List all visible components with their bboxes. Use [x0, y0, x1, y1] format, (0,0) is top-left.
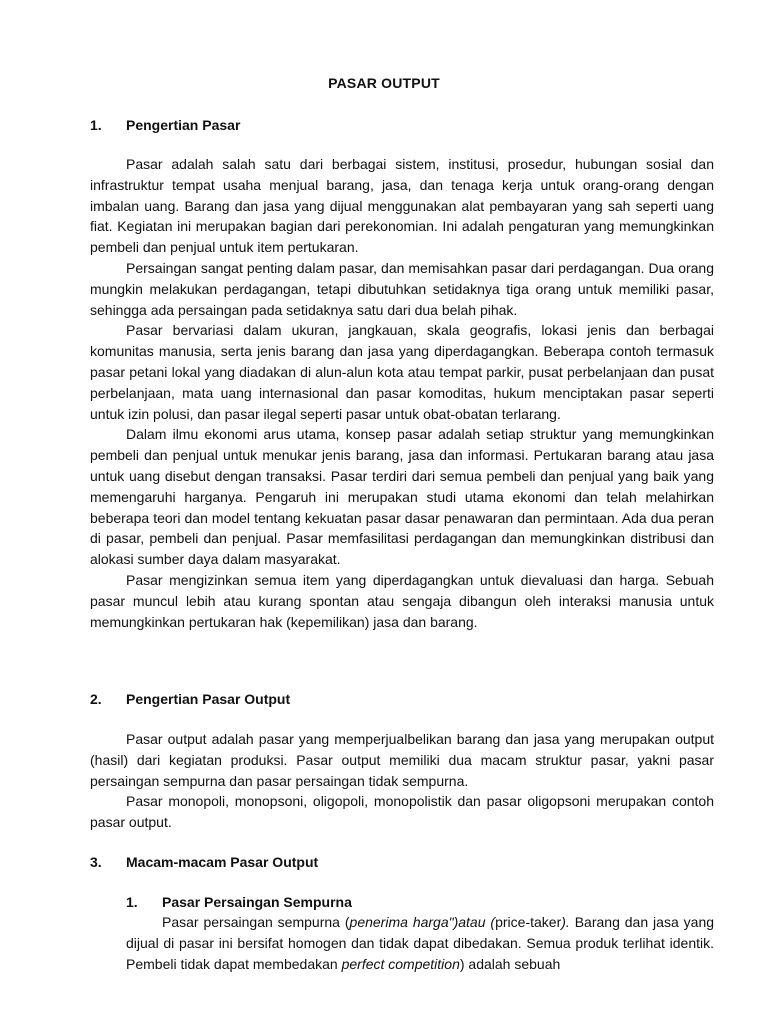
- section-title: Pengertian Pasar: [126, 117, 241, 133]
- section-number: 3.: [90, 854, 102, 870]
- subsection-1-body: [126, 912, 714, 974]
- text-run: ) adalah sebuah: [459, 955, 561, 972]
- text-run: Pasar persaingan sempurna (: [162, 914, 350, 930]
- italic-run: penerima harga")atau (: [349, 914, 496, 930]
- section-number: 1.: [90, 117, 102, 133]
- section-2-body: [90, 729, 714, 833]
- paragraph: Persaingan sangat penting dalam pasar, dan memisahkan pasar dari perdagangan. Dua orang mungkin melakukan perdagangan, tetapi dibutuhkan setidaknya tiga orang untuk memiliki pasar, sehingga ada persaingan pada setidaknya satu dari dua belah pihak.: [90, 259, 714, 318]
- section-number: 2.: [90, 691, 102, 707]
- document-title: PASAR OUTPUT: [328, 75, 440, 91]
- paragraph: Dalam ilmu ekonomi arus utama, konsep pasar adalah setiap struktur yang memungkinkan pembeli dan penjual untuk menukar jenis barang, jasa dan informasi. Pertukaran barang atau jasa untuk uang disebut dengan transaksi. Pasar terdiri dari semua pembeli dan penjual yang baik yang memengaruhi harganya. Pengaruh ini merupakan studi utama ekonomi dan telah melahirkan beberapa teori dan model tentang kekuatan pasar dasar penawaran dan permintaan. Ada dua peran di pasar, pembeli dan penjual. Pasar memfasilitasi perdagangan dan memungkinkan distribusi dan alokasi sumber daya dalam masyarakat.: [90, 426, 714, 568]
- text-run: Barang dan jasa yang dijual di pasar ini bersifat homogen dan tidak dapat dibedakan. Semua produk terlihat identik. Pembeli tidak dapat membedakan: [126, 914, 715, 972]
- italic-run: ).: [561, 914, 570, 930]
- section-title: Pengertian Pasar Output: [126, 691, 291, 707]
- text-run: price-taker: [495, 914, 562, 930]
- paragraph: Pasar adalah salah satu dari berbagai sistem, institusi, prosedur, hubungan sosial dan infrastruktur tempat usaha menjual barang, jasa, dan tenaga kerja untuk orang-orang dengan imbalan uang. Barang dan jasa yang dijual menggunakan alat pembayaran yang sah seperti uang fiat. Kegiatan ini merupakan bagian dari perekonomian. Ini adalah pengaturan yang memungkinkan pembeli dan penjual untuk item pertukaran.: [90, 156, 714, 256]
- subsection-title: Pasar Persaingan Sempurna: [162, 894, 352, 910]
- section-heading-3: [90, 852, 318, 873]
- section-1-body: [90, 154, 714, 632]
- section-title: Macam-macam Pasar Output: [126, 854, 319, 870]
- paragraph: [126, 912, 714, 974]
- subsection-number: 1.: [126, 894, 138, 910]
- section-heading-1: [90, 115, 240, 136]
- paragraph: Pasar output adalah pasar yang memperjualbelikan barang dan jasa yang merupakan output (hasil) dari kegiatan produksi. Pasar output memiliki dua macam struktur pasar, yakni pasar persaingan sempurna dan pasar persaingan tidak sempurna.: [90, 731, 714, 789]
- paragraph: Pasar mengizinkan semua item yang diperdagangkan untuk dievaluasi dan harga. Sebuah pasar muncul lebih atau kurang spontan atau sengaja dibangun oleh interaksi manusia untuk memungkinkan pertukaran hak (kepemilikan) jasa dan barang.: [90, 571, 714, 630]
- section-heading-2: [90, 689, 290, 710]
- paragraph: Pasar monopoli, monopsoni, oligopoli, monopolistik dan pasar oligopsoni merupakan contoh pasar output.: [90, 793, 714, 831]
- subsection-heading-1: [126, 892, 352, 913]
- italic-run: perfect competition: [341, 955, 460, 972]
- paragraph: Pasar bervariasi dalam ukuran, jangkauan, skala geografis, lokasi jenis dan berbagai komunitas manusia, serta jenis barang dan jasa yang diperdagangkan. Beberapa contoh termasuk pasar petani lokal yang diadakan di alun-alun kota atau tempat parkir, pusat perbelanjaan dan pusat perbelanjaan, mata uang internasional dan pasar komoditas, hukum menciptakan pasar seperti untuk izin polusi, dan pasar ilegal seperti pasar untuk obat-obatan terlarang.: [90, 322, 714, 422]
